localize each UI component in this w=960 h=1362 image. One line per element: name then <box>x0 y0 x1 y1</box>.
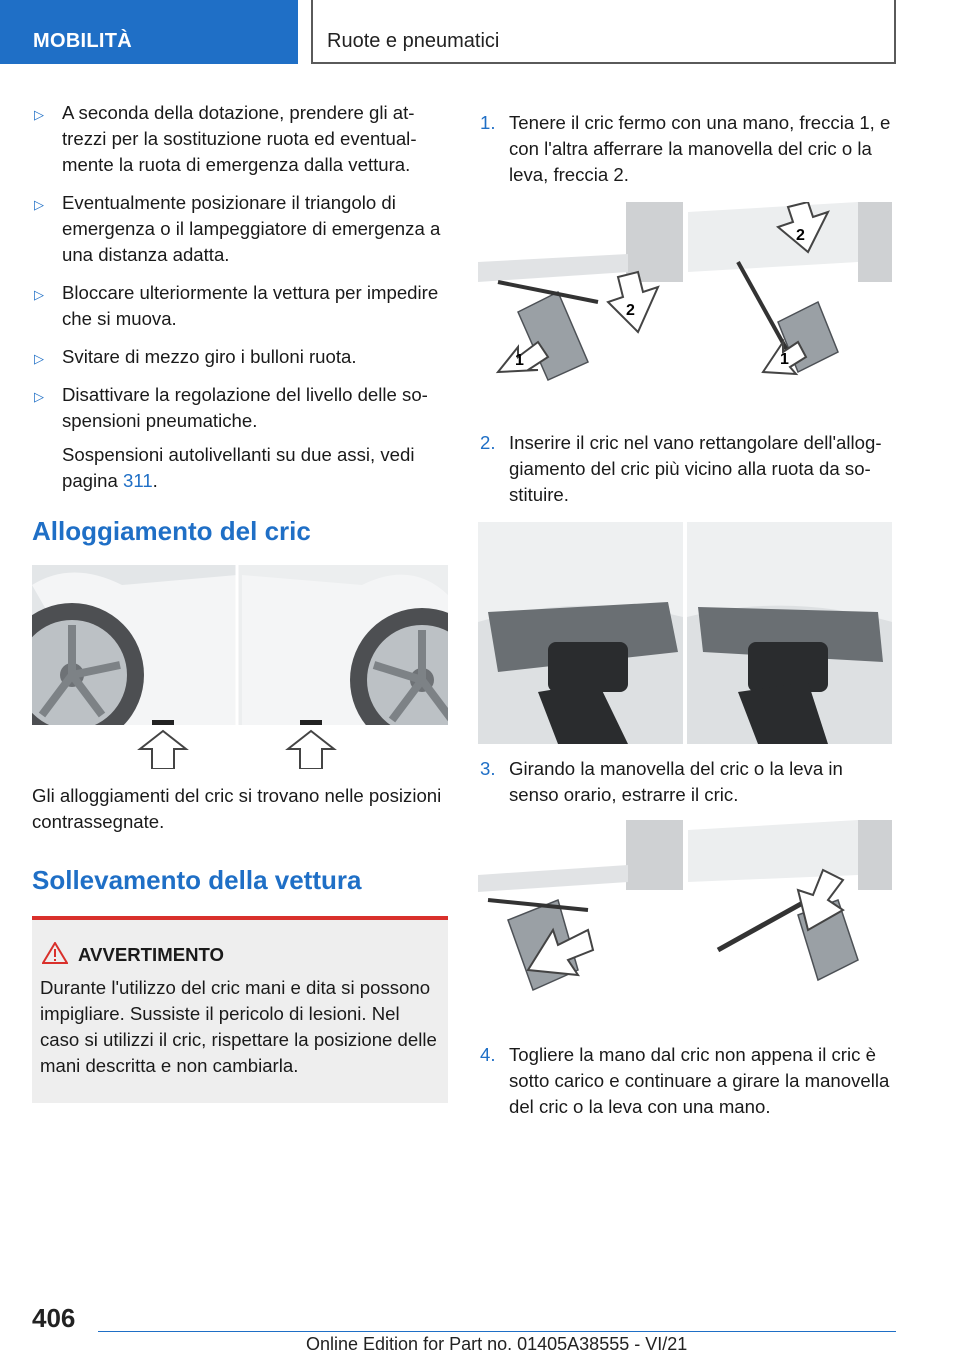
step-1-illustration <box>478 202 892 394</box>
list-item: ▷ Svitare di mezzo giro i bulloni ruota. <box>32 344 448 370</box>
triangle-right-icon: ▷ <box>34 351 44 366</box>
page-number: 406 <box>32 1303 76 1333</box>
step-2-photo <box>478 522 892 744</box>
triangle-right-icon: ▷ <box>34 389 44 404</box>
step-item: 2. Inserire il cric nel vano rettangolare dell'allog‐giamento del cric più vicino alla ruota da so‐stituire. <box>480 432 882 505</box>
triangle-right-icon: ▷ <box>34 107 44 122</box>
heading-lifting: Sollevamento della vettura <box>32 865 362 895</box>
edition-note: Online Edition for Part no. 01405A38555 - VI/21 <box>306 1334 688 1354</box>
car-side-illustration <box>32 565 448 769</box>
triangle-right-icon: ▷ <box>34 287 44 302</box>
warning-title: AVVERTIMENTO <box>40 942 438 969</box>
step-item: 4. Togliere la mano dal cric non appena il cric è sotto carico e continuare a girare la manovella del cric o la leva con una mano. <box>480 1044 890 1117</box>
warning-box <box>32 916 448 1103</box>
section-tab: MOBILITÀ <box>0 0 298 64</box>
step-item: 1. Tenere il cric fermo con una mano, freccia 1, e con l'altra afferrare la manovella del cric o la leva, freccia 2. <box>480 112 891 185</box>
page-link[interactable]: 311 <box>123 470 153 491</box>
step-3-illustration <box>478 820 892 1008</box>
arrow-label: 2 <box>796 227 805 244</box>
triangle-right-icon: ▷ <box>34 197 44 212</box>
footer-divider <box>98 1331 896 1332</box>
cross-reference: Sospensioni autolivellanti su due assi, vedi pagina 311. <box>62 444 415 491</box>
list-item: ▷ Eventualmente posizionare il triangolo di emergenza o il lampeggiatore di emergenza a una distanza adatta. <box>34 192 441 265</box>
step-item: 3. Girando la manovella del cric o la leva in senso orario, estrarre il cric. <box>480 758 843 805</box>
warning-triangle-icon <box>42 942 68 969</box>
list-item: ▷ A seconda della dotazione, prendere gli at‐trezzi per la sostituzione ruota ed eventual‐mente la ruota di emergenza dalla vettura. <box>34 102 417 175</box>
list-item: ▷ Disattivare la regolazione del livello delle so‐spensioni pneumatiche. <box>34 384 428 431</box>
arrow-label: 1 <box>780 351 789 368</box>
jack-points-photo <box>32 565 448 769</box>
heading-jack-points: Alloggiamento del cric <box>32 516 311 546</box>
right-column <box>476 110 896 1120</box>
warning-text: Durante l'utilizzo del cric mani e dita si possono impigliare. Sussiste il pericolo di lesioni. Nel caso si utilizzi il cric, rispettare la posizione delle mani descritta e non cambiarla. <box>40 977 437 1076</box>
photo-caption: Gli alloggiamenti del cric si trovano nelle posizioni contrassegnate. <box>32 785 442 832</box>
left-column <box>32 100 448 1103</box>
arrow-label: 1 <box>515 352 524 369</box>
list-item: ▷ Bloccare ulteriormente la vettura per impedire che si muova. <box>34 282 439 329</box>
chapter-title: Ruote e pneumatici <box>311 0 896 64</box>
arrow-label: 2 <box>626 302 635 319</box>
